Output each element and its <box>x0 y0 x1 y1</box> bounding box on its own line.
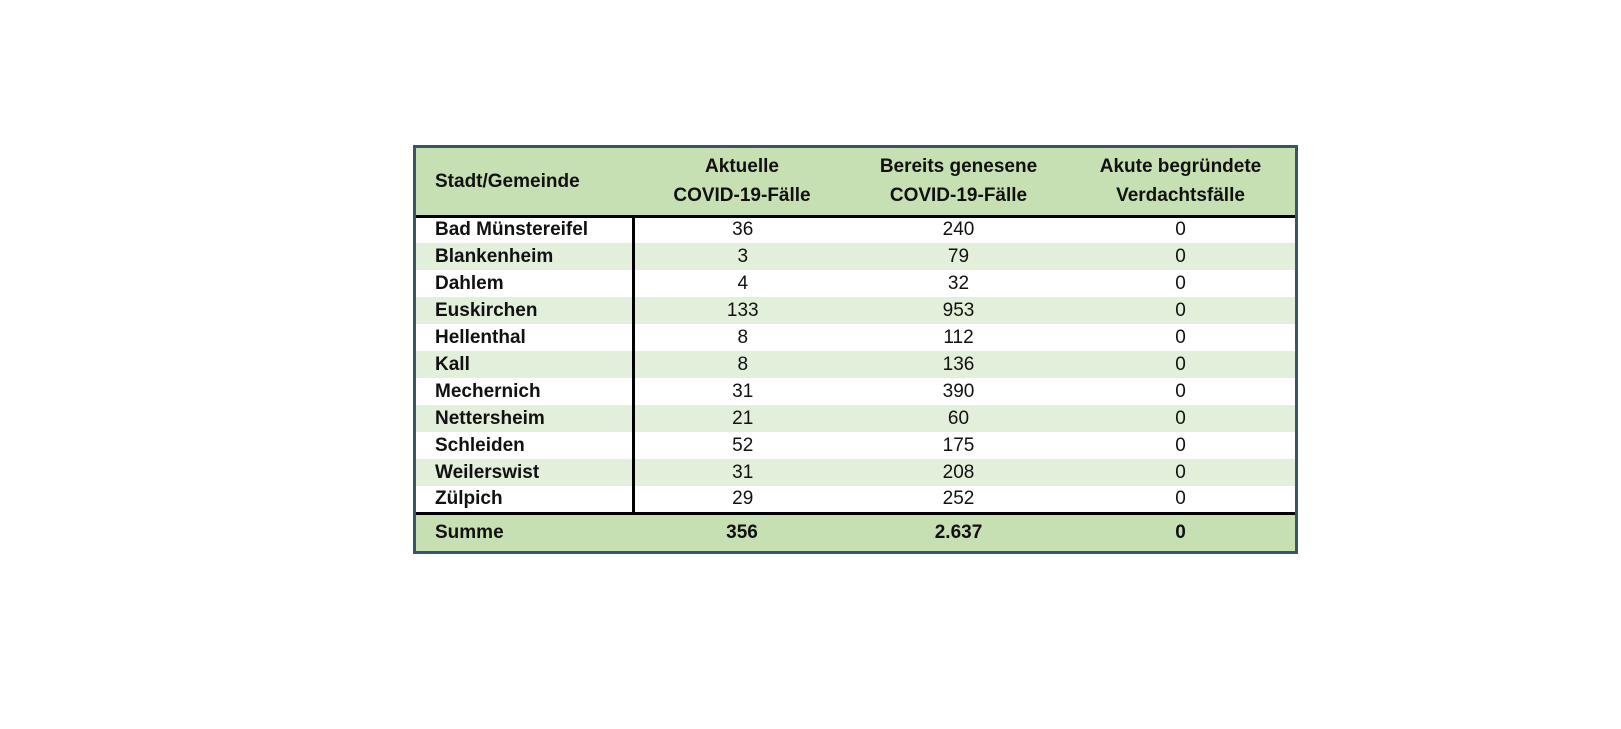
table-body <box>416 216 1295 513</box>
recovered-cases-cell: 208 <box>851 459 1066 486</box>
recovered-cases-cell: 953 <box>851 297 1066 324</box>
current-cases-cell: 52 <box>732 434 754 456</box>
municipality-cell: Schleiden <box>416 432 633 459</box>
current-cases-cell: 31 <box>633 459 851 486</box>
total-label: Summe <box>416 513 633 551</box>
municipality-cell: Nettersheim <box>416 405 633 432</box>
suspected-cases-cell: 0 <box>1066 351 1295 378</box>
recovered-cases-cell: 32 <box>947 272 970 294</box>
table-row <box>416 405 1295 432</box>
table-row <box>416 297 1295 324</box>
recovered-cases-cell: 240 <box>942 219 975 241</box>
suspected-cases-cell: 0 <box>1175 326 1186 348</box>
suspected-cases-cell: 0 <box>1175 380 1186 402</box>
covid-cases-table <box>413 145 1298 554</box>
suspected-cases-cell: 0 <box>1175 219 1186 241</box>
recovered-cases-cell: 79 <box>851 243 1066 270</box>
table-row <box>416 270 1295 297</box>
table-row <box>416 378 1295 405</box>
current-cases-cell: 4 <box>737 272 749 294</box>
table-row <box>416 432 1295 459</box>
municipality-cell: Hellenthal <box>416 324 633 351</box>
current-cases-cell: 36 <box>732 219 754 241</box>
total-recovered-cases: 2.637 <box>851 513 1066 551</box>
header-recovered-cases: Bereits genesene COVID-19-Fälle <box>851 148 1066 216</box>
current-cases-cell: 8 <box>737 326 749 348</box>
municipality-cell: Bad Münstereifel <box>416 216 633 243</box>
recovered-cases-cell: 390 <box>942 380 975 402</box>
municipality-cell: Kall <box>416 351 633 378</box>
municipality-cell: Blankenheim <box>416 243 633 270</box>
recovered-cases-cell: 112 <box>943 326 974 348</box>
suspected-cases-cell: 0 <box>1066 459 1295 486</box>
current-cases-cell: 31 <box>732 380 754 402</box>
suspected-cases-cell: 0 <box>1066 243 1295 270</box>
current-cases-cell: 8 <box>633 351 851 378</box>
municipality-cell: Weilerswist <box>416 459 633 486</box>
table-header <box>416 148 1295 216</box>
table-row <box>416 486 1295 513</box>
header-current-cases: Aktuelle COVID-19-Fälle <box>633 148 851 216</box>
suspected-cases-cell: 0 <box>1175 434 1186 456</box>
municipality-cell: Dahlem <box>416 270 633 297</box>
table-row <box>416 243 1295 270</box>
recovered-cases-cell: 252 <box>851 486 1066 513</box>
recovered-cases-cell: 136 <box>851 351 1066 378</box>
suspected-cases-cell: 0 <box>1066 297 1295 324</box>
table-row <box>416 351 1295 378</box>
header-row <box>416 148 1295 216</box>
suspected-cases-cell: 0 <box>1066 486 1295 513</box>
municipality-cell: Mechernich <box>416 378 633 405</box>
municipality-cell: Euskirchen <box>416 297 633 324</box>
total-suspected-cases: 0 <box>1066 513 1295 551</box>
current-cases-cell: 21 <box>633 405 851 432</box>
suspected-cases-cell: 0 <box>1175 272 1186 294</box>
recovered-cases-cell: 60 <box>851 405 1066 432</box>
total-current-cases: 356 <box>633 513 851 551</box>
current-cases-cell: 133 <box>633 297 851 324</box>
table-footer <box>416 513 1295 551</box>
header-suspected-cases: Akute begründete Verdachtsfälle <box>1066 148 1295 216</box>
current-cases-cell: 29 <box>633 486 851 513</box>
current-cases-cell: 3 <box>633 243 851 270</box>
municipality-cell: Zülpich <box>416 486 633 513</box>
table-row <box>416 324 1295 351</box>
header-municipality: Stadt/Gemeinde <box>416 148 633 216</box>
table-row <box>416 216 1295 243</box>
cases-table-grid <box>416 148 1295 551</box>
table-row <box>416 459 1295 486</box>
recovered-cases-cell: 175 <box>942 434 975 456</box>
suspected-cases-cell: 0 <box>1066 405 1295 432</box>
total-row <box>416 513 1295 551</box>
